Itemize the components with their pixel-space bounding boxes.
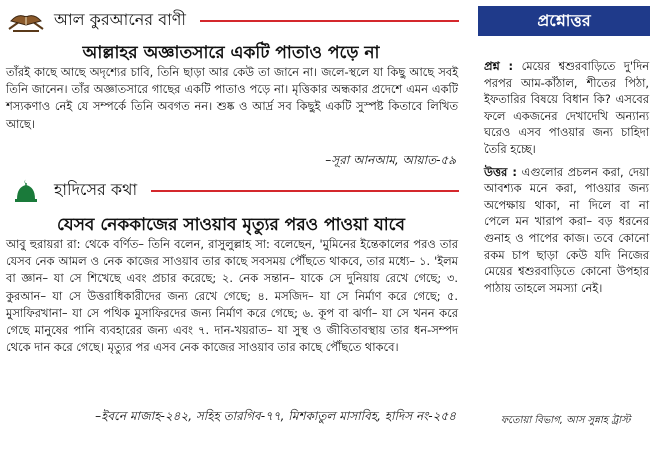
divider-rule	[200, 20, 459, 22]
source-citation: –সূরা আনআম, আয়াত-৫৯	[325, 153, 456, 167]
answer-paragraph	[484, 164, 649, 297]
qa-column	[478, 6, 653, 446]
qa-title: প্রশ্নোত্তর	[478, 6, 650, 36]
divider-rule	[151, 190, 459, 192]
mosque-dome-icon	[4, 176, 48, 204]
section-heading: হাদিসের কথা	[54, 179, 138, 199]
quran-on-stand-icon	[4, 6, 48, 34]
quran-section-header	[4, 6, 459, 34]
article-title: আল্লাহর অজ্ঞাতসারে একটি পাতাও পড়ে না	[82, 43, 380, 63]
question-label: প্রশ্ন :	[484, 59, 514, 73]
article-body: তাঁরই কাছে আছে অদৃশ্যের চাবি, তিনি ছাড়া আর কেউ তা জানে না। জলে-স্থলে যা কিছু আছে সবই তিনি জানেন। তাঁর অজ্ঞাতসারে গাছের একটি পাতাও পড়ে না। মৃত্তিকার অন্ধকার প্রদেশে এমন একটি শস্যকণাও নেই যে সম্পর্কে তিনি অবগত নন। শুষ্ক ও আর্দ্র সব কিছুই একটি সুস্পষ্ট কিতাবে লিখিত আছে।	[6, 65, 458, 131]
question-paragraph	[484, 58, 649, 158]
section-heading: আল কুরআনের বাণী	[54, 9, 186, 29]
answer-label: উত্তর :	[484, 164, 517, 179]
question-text: মেয়ের শ্বশুরবাড়িতে দু'দিন পরপর আম-কাঁঠাল, শীতের পিঠা, ইফতারির বিষয়ে বিধান কি? এসবের ফলে একজনের দেখাদেখি অন্যান্য ঘরেও এসব পাওয়ার জন্য চাহিদা তৈরি হচ্ছে।	[484, 59, 649, 156]
qa-body	[478, 58, 653, 296]
qa-footer: ফতোয়া বিভাগ, আস সুন্নাহ ট্রাস্ট	[500, 415, 631, 426]
answer-text: এগুলোর প্রচলন করা, দেয়া আবশ্যক মনে করা, পাওয়ার জন্য অপেক্ষায় থাকা, না দিলে বা না পেলে মন খারাপ করা– বড় ধরনের গুনাহ ও পাপের কাজ। তবে কোনো রকম চাপ ছাড়া কেউ যদি নিজের মেয়ের শ্বশুরবাড়িতে কোনো উপহার পাঠায় তাহলে সমস্যা নেই।	[484, 164, 649, 295]
hadith-section-header	[4, 176, 459, 204]
article-title: যেসব নেককাজের সাওয়াব মৃত্যুর পরও পাওয়া যাবে	[57, 215, 405, 235]
source-citation: –ইবনে মাজাহ-২৪২, সহিহ তারগিব-৭৭, মিশকাতুল মাসাবিহ, হাদিস নং-২৫৪	[95, 409, 456, 423]
article-body: আবু হুরায়রা রা: থেকে বর্ণিত– তিনি বলেন, রাসুলুল্লাহ সা: বলেছেন, 'মুমিনের ইন্তেকালের পরও তার যেসব নেক আমল ও নেক কাজের সাওয়াব তার কাছে সবসময় পৌঁছতে থাকবে, তার মধ্যে– ১. 'ইলম বা জ্ঞান– যা সে শিখেছে এবং প্রচার করেছে; ২. নেক সন্তান– যাকে সে দুনিয়ায় রেখে গেছে; ৩. কুরআন– যা সে উত্তরাধিকারীদের জন্য রেখে গেছে; ৪. মসজিদ– যা সে নির্মাণ করে গেছে; ৫. মুসাফিরখানা– যা সে পথিক মুসাফিরদের জন্য নির্মাণ করে গেছে; ৬. কূপ বা ঝর্ণা– যা সে খনন করে গেছে মানুষের পানি ব্যবহারের জন্য এবং ৭. দান-খয়রাত– যা সুস্থ ও জীবিতাবস্থায় তার ধন-সম্পদ থেকে দান করে গেছে। মৃত্যুর পর এসব নেক কাজের সাওয়াব তার কাছে পৌঁছতে থাকবে।	[6, 237, 458, 355]
